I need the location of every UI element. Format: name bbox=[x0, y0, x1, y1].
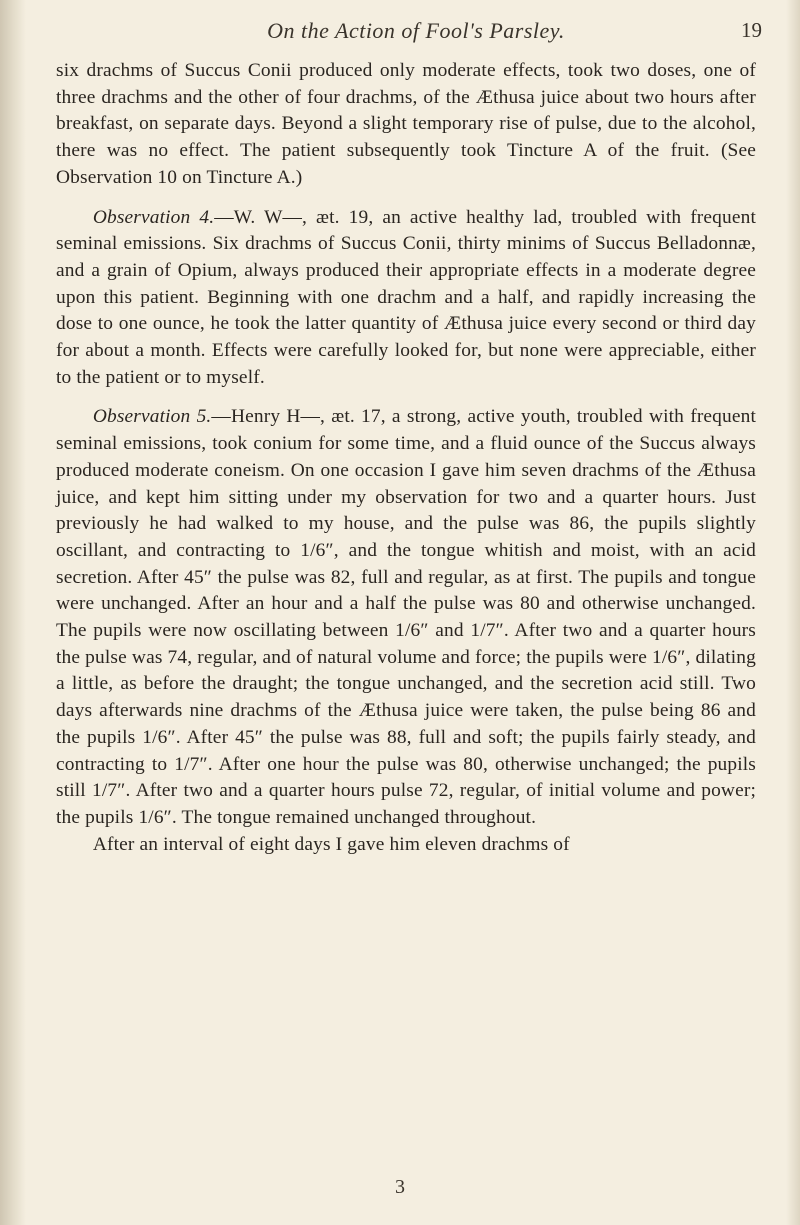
page-gutter-shadow bbox=[0, 0, 26, 1225]
paragraph-observation-4 bbox=[56, 205, 756, 392]
page-edge-shadow bbox=[786, 0, 800, 1225]
paragraph-text: After an interval of eight days I gave him eleven drachms of bbox=[92, 833, 570, 855]
observation-label: Observation 5. bbox=[92, 406, 212, 428]
page-header bbox=[70, 18, 762, 48]
paragraph-final bbox=[56, 832, 756, 859]
page-number: 19 bbox=[741, 18, 762, 42]
paragraph-observation-5 bbox=[56, 404, 756, 831]
paragraph-text: —Henry H—, æt. 17, a strong, active youth, troubled with frequent seminal emissions, took conium for some time, and a fluid ounce of the Succus always produced moderate coneism. On one occasion I gave him seven drachms of the Æthusa juice, and kept him sitting under my observation for two and a quarter hours. Just previously he had walked to my house, and the pulse was 86, the pupils slightly oscillant, and contracting to 1/6″, and the tongue whitish and moist, with an acid secretion. After 45″ the pulse was 82, full and regular, as at first. The pupils and tongue were unchanged. After an hour and a half the pulse was 80 and otherwise unchanged. The pupils were now oscillating between 1/6″ and 1/7″. After two and a quarter hours the pulse was 74, regular, and of natural volume and force; the pupils were 1/6″, dilating a little, as before the draught; the tongue unchanged, and the secretion acid still. Two days afterwards nine drachms of the Æthusa juice were taken, the pulse being 86 and the pupils 1/6″. After 45″ the pulse was 88, full and soft; the pupils fairly steady, and contracting to 1/7″. After one hour the pulse was 80, otherwise unchanged; the pupils still 1/7″. After two and a quarter hours pulse 72, regular, of initial volume and power; the pupils 1/6″. The tongue remained unchanged throughout. bbox=[56, 406, 757, 828]
observation-label: Observation 4. bbox=[92, 206, 215, 228]
paragraph-text: six drachms of Succus Conii produced only moderate effects, took two doses, one of three drachms and the other of four drachms, of the Æthusa juice about two hours after breakfast, on separate days. Beyond a slight temporary rise of pulse, due to the alcohol, there was no effect. The patient subsequently took Tincture A of the fruit. (See Observation 10 on Tincture A.) bbox=[56, 60, 756, 188]
signature-mark: 3 bbox=[395, 1176, 405, 1198]
paragraph-continuation bbox=[56, 58, 756, 192]
running-title: On the Action of Fool's Parsley. bbox=[267, 18, 565, 43]
paragraph-text: —W. W—, æt. 19, an active healthy lad, troubled with frequent seminal emissions. Six drachms of Succus Conii, thirty minims of Succus Belladonnæ, and a grain of Opium, always produced their appropriate effects in a moderate degree upon this patient. Beginning with one drachm and a half, and rapidly increasing the dose to one ounce, he took the latter quantity of Æthusa juice every second or third day for about a month. Effects were carefully looked for, but none were appreciable, either to the patient or to myself. bbox=[56, 206, 756, 388]
body-text bbox=[56, 58, 756, 871]
